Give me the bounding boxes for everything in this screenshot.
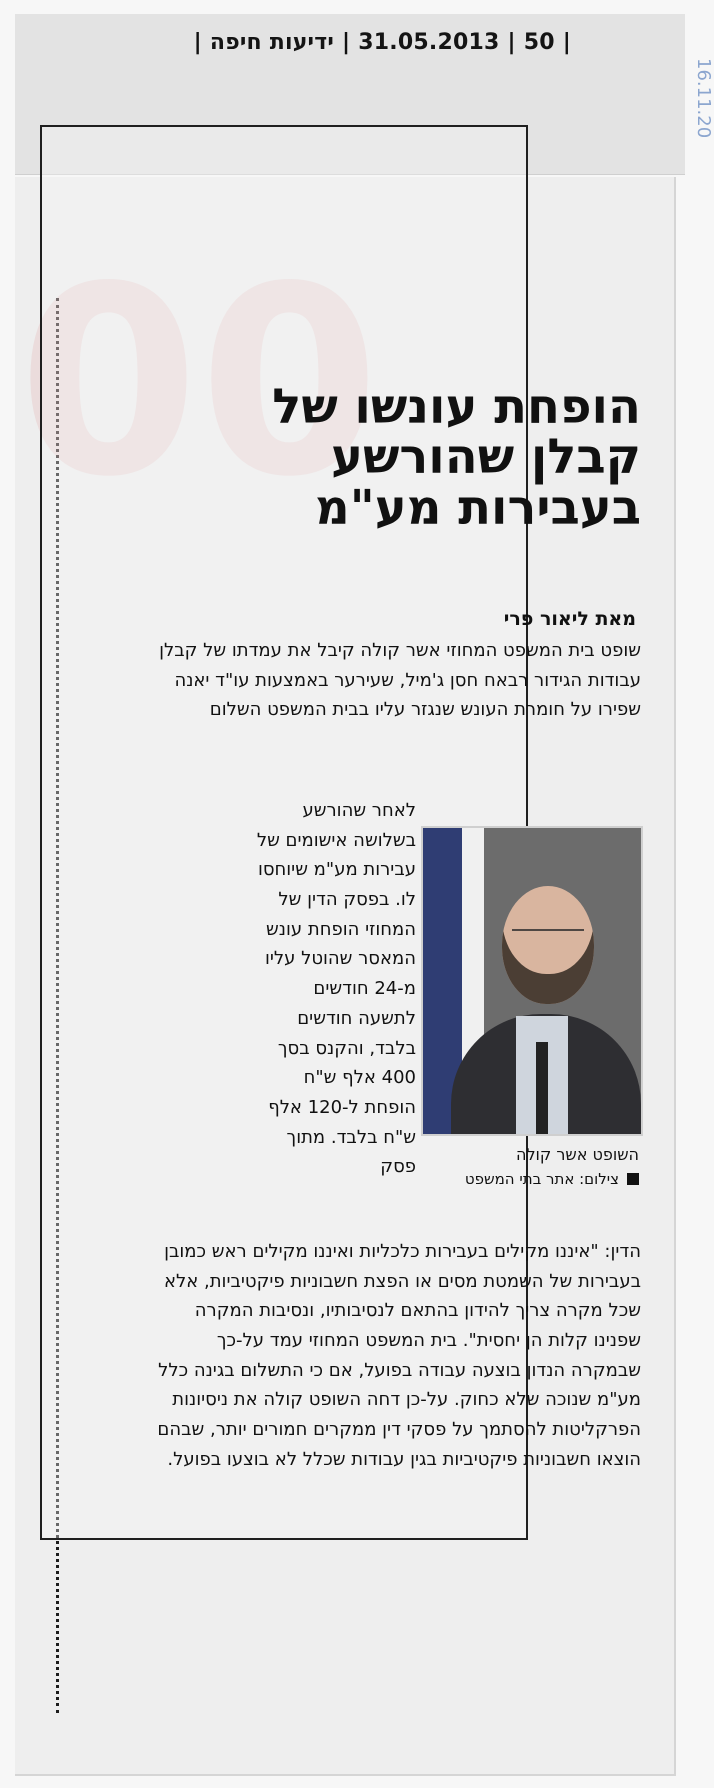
article-continuation: הדין: "איננו מקילים בעבירות כלכליות ואיננו מקילים ראש כמובן בעבירות של השמטת מסים או הפצת חשבוניות פיקטיביות, אלא שכל מקרה צריך להידון בהתאם לנסיבותיו, ונסיבות המקרה שפנינו קלות הן יחסית". בית המשפט המחוזי עמד על-כך שבמקרה הנדון בוצעה עבודה בפועל, אם כי התשלום בגינה כלל מע"מ שנוכה שלא כחוק. על-כן דחה השופט קולה את ניסיונות הפרקליטות להסתמך על פסקי דין ממקרים חמורים יותר, שבהם הוצאו חשבוניות פיקטיביות בגין עבודות שכלל לא בוצעו בפועל. bbox=[157, 1241, 641, 1470]
photo-glasses-shape bbox=[512, 929, 584, 949]
article-wrap-text: לאחר שהורשע בשלושה אישומים של עבירות מע"מ שיוחסו לו. בפסק הדין של המחוזי הופחת עונש המאסר שהוטל עליו מ-24 חודשים לתשעה חודשים בלבד, והקנס בסך 400 אלף ש"ח הופחת ל-120 אלף ש"ח בלבד. מתוך פסק bbox=[256, 800, 416, 1178]
publication-name: ידיעות חיפה bbox=[209, 30, 335, 55]
article-headline: הופחת עונשו של קבלן שהורשע בעבירות מע"מ bbox=[272, 379, 641, 536]
credit-square-icon bbox=[627, 1173, 639, 1185]
page-number: 50 bbox=[523, 30, 555, 55]
judge-photo bbox=[421, 826, 643, 1136]
photo-caption: השופט אשר קולה bbox=[515, 1145, 639, 1164]
issue-date: 31.05.2013 bbox=[358, 30, 500, 55]
photo-credit-text: צילום: אתר בתי המשפט bbox=[464, 1170, 619, 1188]
separator: | bbox=[193, 30, 202, 55]
header-row bbox=[194, 30, 571, 55]
photo-credit bbox=[465, 1170, 639, 1188]
separator: | bbox=[507, 30, 516, 55]
article-byline: מאת ליאור פרי bbox=[503, 608, 636, 630]
separator: | bbox=[562, 30, 571, 55]
background-ghost-print: 00 bbox=[18, 232, 380, 534]
photo-tie-shape bbox=[536, 1042, 548, 1134]
separator: | bbox=[342, 30, 351, 55]
archive-stamp: 16.11.20 bbox=[693, 58, 714, 139]
article-intro: שופט בית המשפט המחוזי אשר קולה קיבל את עמדתו של קבלן עבודות הגידור רבאח חסן ג'מיל, שעירער באמצעות עו"ד יאנה שפירו על חומרת העונש שנגזר עליו בבית המשפט השלום bbox=[159, 640, 641, 721]
